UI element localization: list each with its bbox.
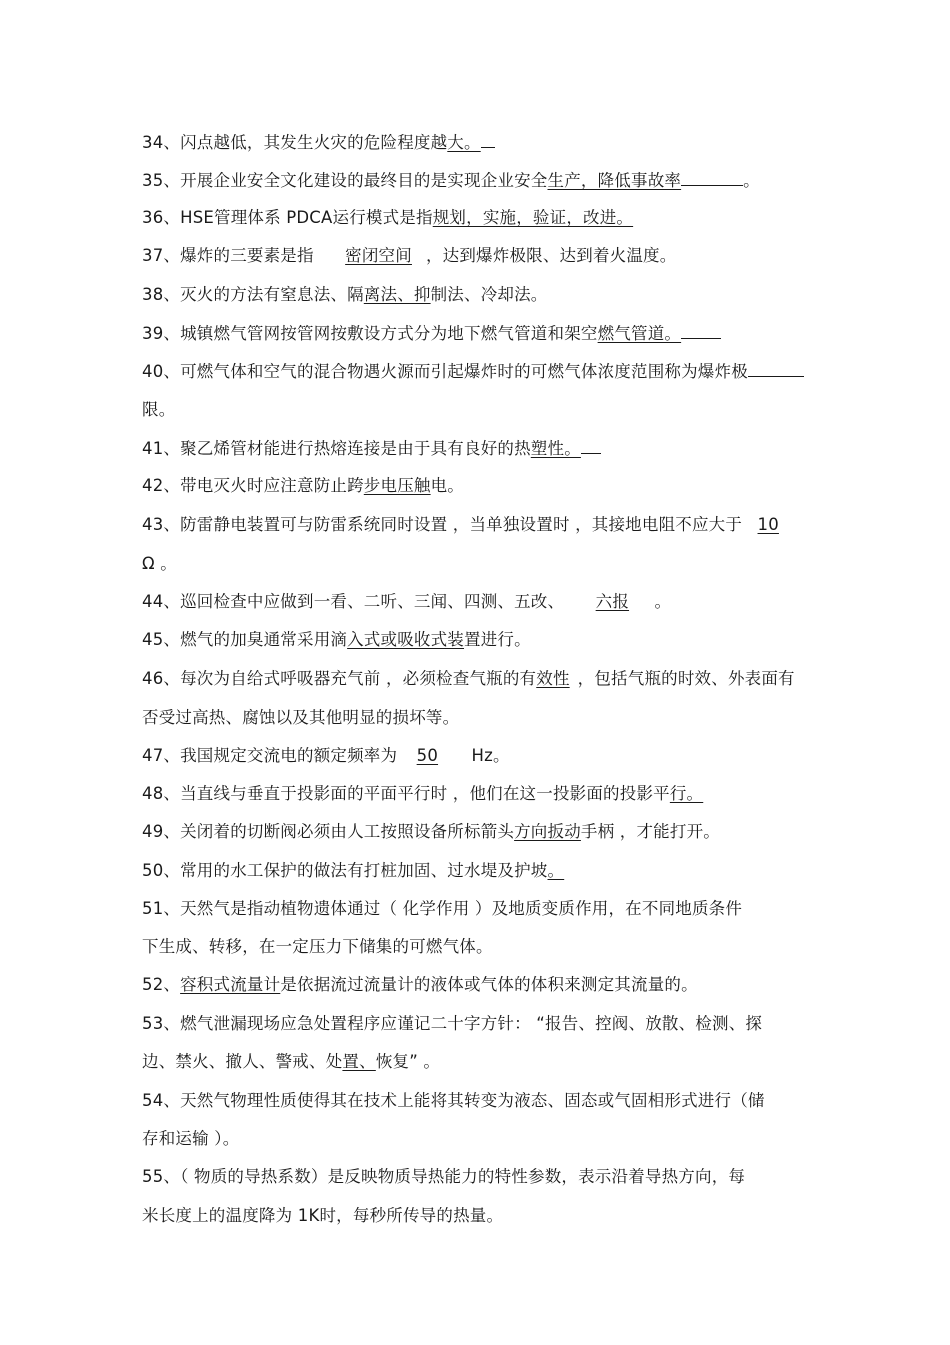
question-44: 44、巡回检查中应做到一看、二听、三闻、四测、五改、 六报 。 (142, 592, 672, 611)
question-43-cont: Ω 。 (142, 554, 177, 573)
question-35: 35、开展企业安全文化建设的最终目的是实现企业安全生产，降低事故率 。 (142, 171, 760, 190)
question-55-cont: 米长度上的温度降为 1K时，每秒所传导的热量。 (142, 1206, 504, 1225)
question-42: 42、带电灭火时应注意防止跨步电压触电。 (142, 476, 465, 495)
question-54: 54、天然气物理性质使得其在技术上能将其转变为液态、固态或气固相形式进行（储 (142, 1091, 765, 1110)
question-45: 45、燃气的加臭通常采用滴入式或吸收式装置进行。 (142, 630, 531, 649)
question-40-cont: 限。 (142, 400, 176, 419)
question-43: 43、防雷静电装置可与防雷系统同时设置 ，当单独设置时 ，其接地电阻不应大于 10 (142, 515, 779, 534)
question-54-cont: 存和运输 ）。 (142, 1129, 240, 1148)
question-40: 40、可燃气体和空气的混合物遇火源而引起爆炸时的可燃气体浓度范围称为爆炸极 (142, 360, 804, 383)
question-41: 41、聚乙烯管材能进行热熔连接是由于具有良好的热塑性。 (142, 437, 601, 460)
question-50: 50、常用的水工保护的做法有打桩加固、过水堤及护坡。 (142, 861, 565, 880)
question-48: 48、当直线与垂直于投影面的平面平行时 ，他们在这一投影面的投影平行。 (142, 784, 704, 803)
answer-blank (681, 169, 743, 186)
question-39: 39、城镇燃气管网按管网按敷设方式分为地下燃气管道和架空燃气管道。 (142, 322, 721, 345)
question-46-cont: 否受过高热、腐蚀以及其他明显的损坏等。 (142, 708, 460, 727)
answer-blank (681, 322, 721, 339)
question-34: 34、闪点越低，其发生火灾的危险程度越大。 (142, 131, 495, 154)
question-51: 51、天然气是指动植物遗体通过（ 化学作用 ）及地质变质作用，在不同地质条件 (142, 899, 743, 918)
question-47: 47、我国规定交流电的额定频率为 50 Hz。 (142, 746, 510, 765)
question-49: 49、关闭着的切断阀必须由人工按照设备所标箭头方向扳动手柄 ，才能打开。 (142, 822, 720, 841)
question-36: 36、HSE管理体系 PDCA运行模式是指规划，实施，验证，改进。 (142, 208, 634, 227)
question-38: 38、灭火的方法有窒息法、隔离法、抑制法、冷却法。 (142, 285, 548, 304)
answer-blank (581, 437, 601, 454)
question-51-cont: 下生成、转移，在一定压力下储集的可燃气体。 (142, 937, 493, 956)
answer-blank (748, 360, 804, 377)
question-46: 46、每次为自给式呼吸器充气前 ，必须检查气瓶的有效性 ，包括气瓶的时效、外表面有 (142, 669, 795, 688)
question-53: 53、燃气泄漏现场应急处置程序应谨记二十字方针： “报告、控阀、放散、检测、探 (142, 1014, 763, 1033)
answer-blank (481, 131, 495, 148)
question-53-cont: 边、禁火、撤人、警戒、处置、恢复” 。 (142, 1052, 441, 1071)
question-37: 37、爆炸的三要素是指 密闭空间 ，达到爆炸极限、达到着火温度。 (142, 246, 677, 265)
question-55: 55、（ 物质的导热系数）是反映物质导热能力的特性参数，表示沿着导热方向，每 (142, 1167, 746, 1186)
question-52: 52、容积式流量计是依据流过流量计的液体或气体的体积来测定其流量的。 (142, 975, 698, 994)
